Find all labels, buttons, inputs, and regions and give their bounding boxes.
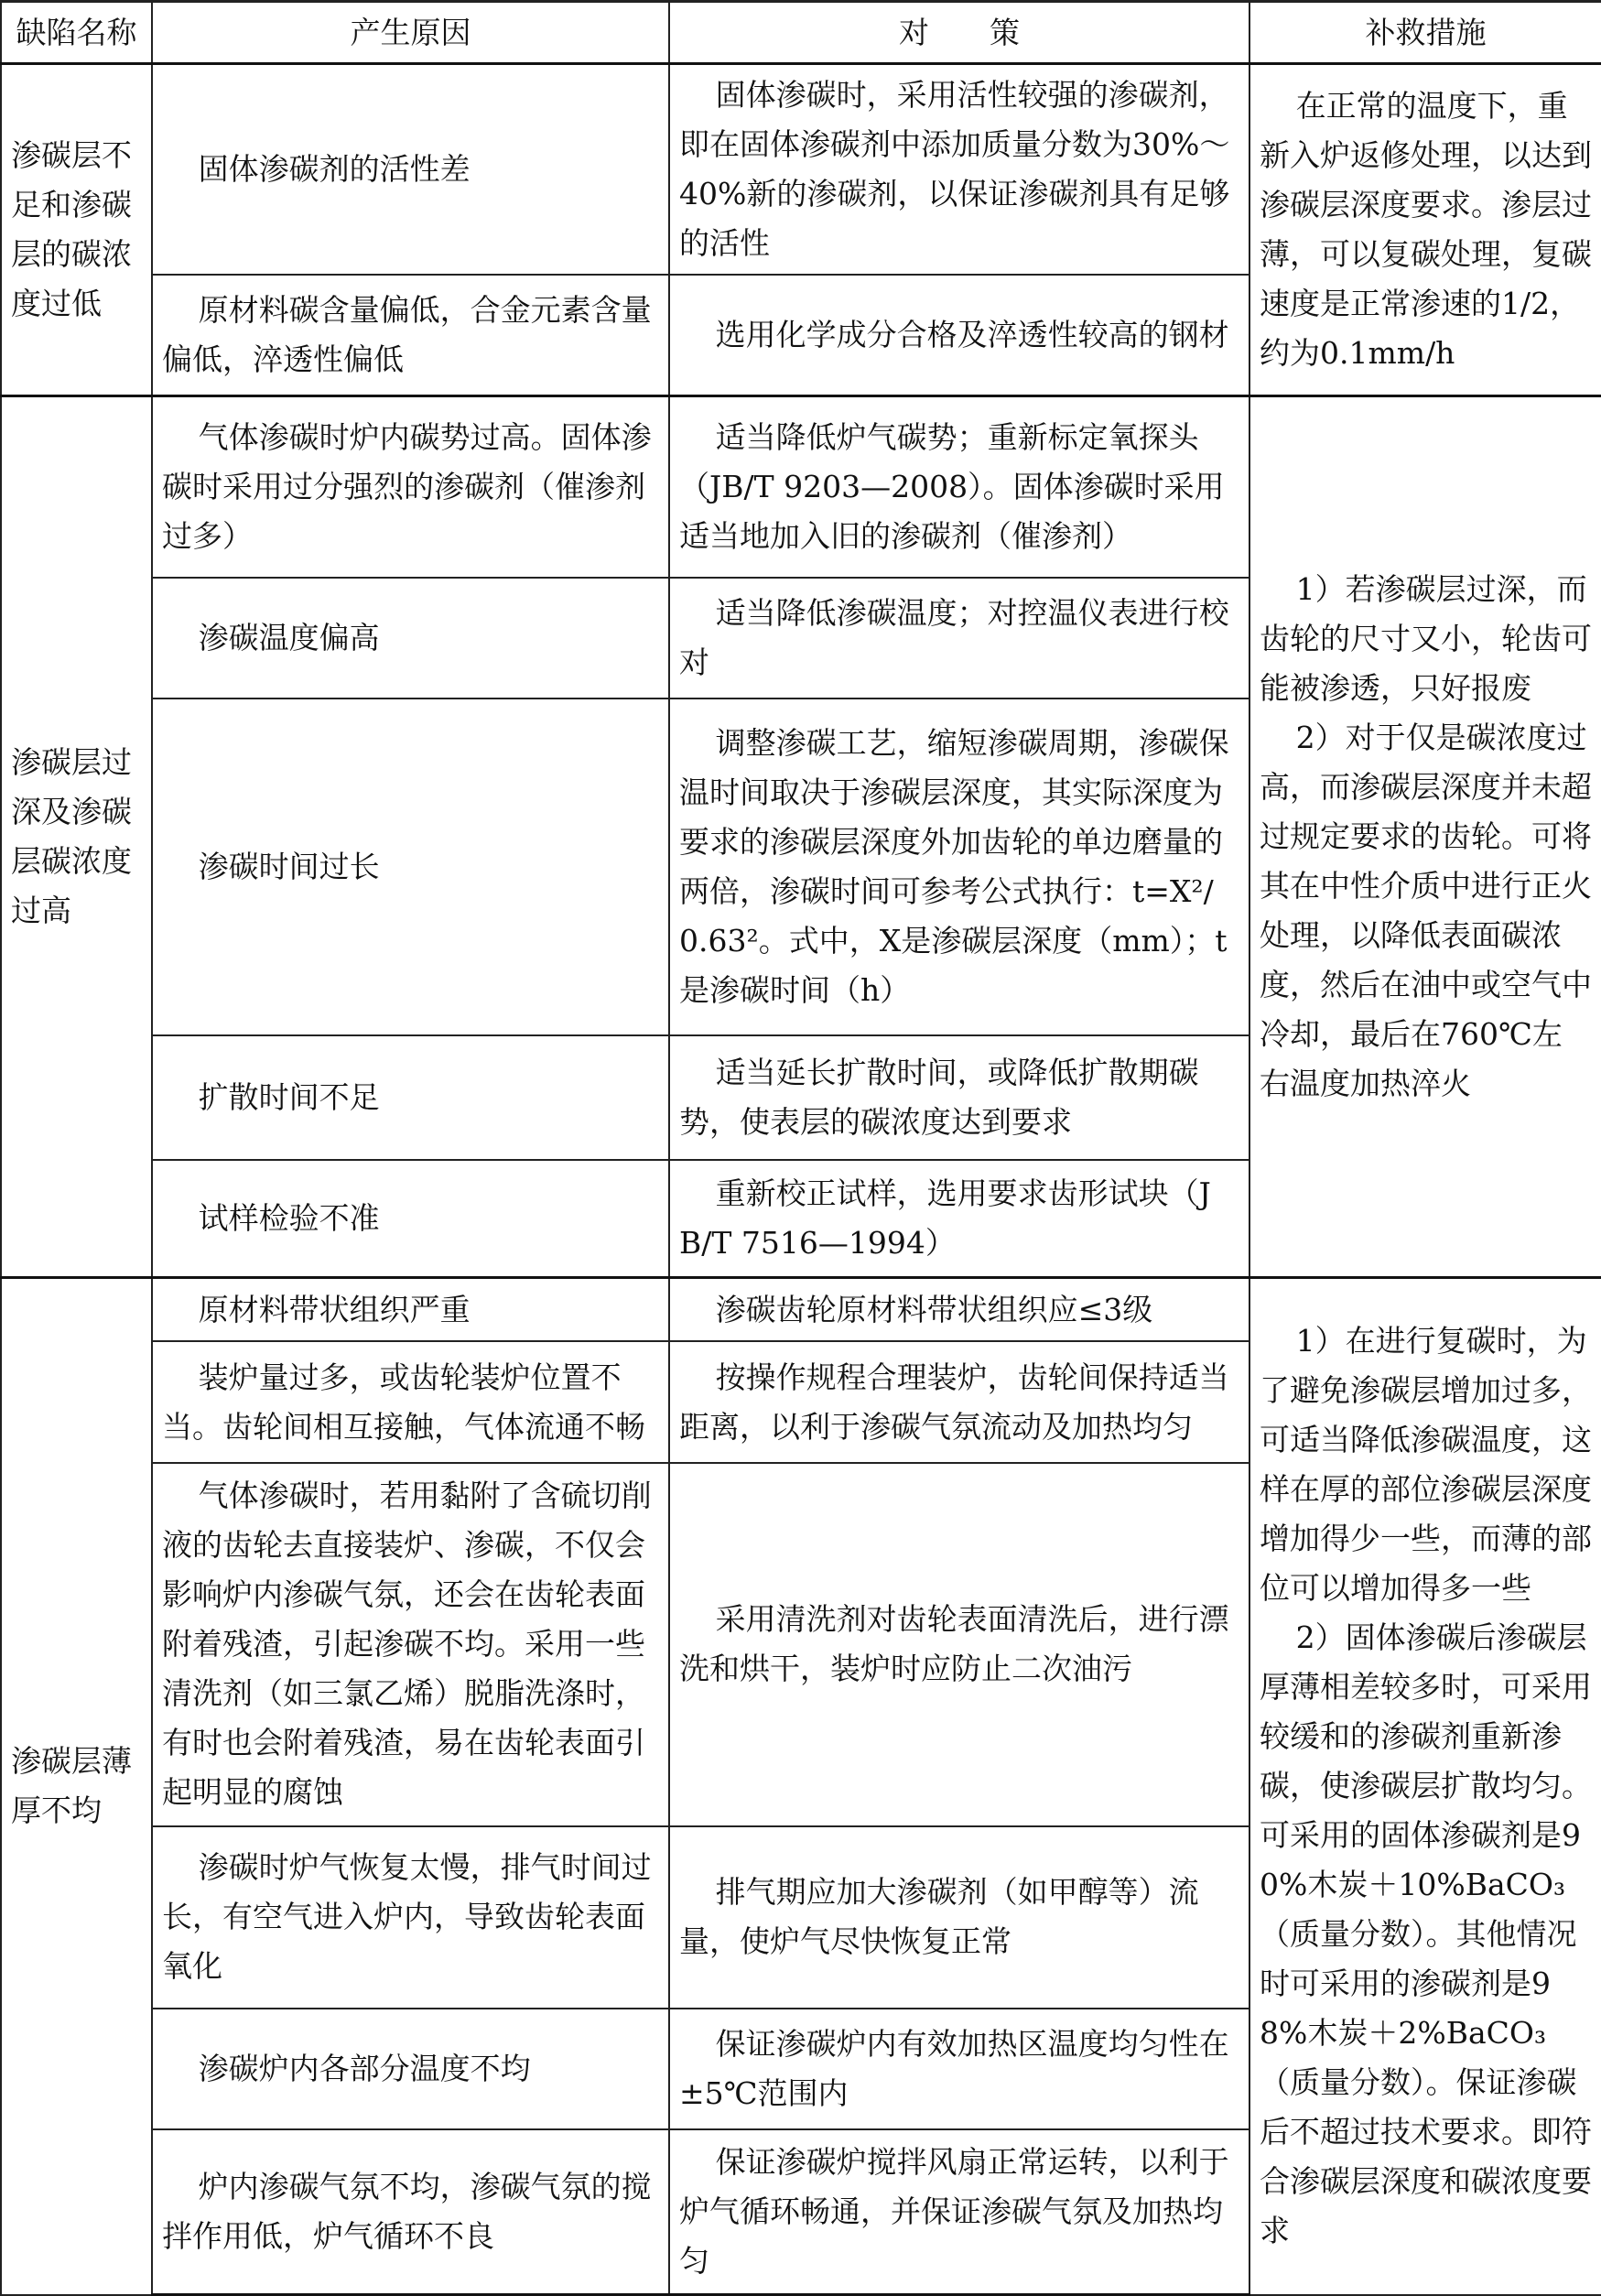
countermeasure-cell: 固体渗碳时，采用活性较强的渗碳剂，即在固体渗碳剂中添加质量分数为30%～40%新的渗碳剂，以保证渗碳剂具有足够的活性: [669, 64, 1249, 276]
cause-cell: 炉内渗碳气氛不均，渗碳气氛的搅拌作用低，炉气循环不良: [152, 2129, 669, 2295]
countermeasure-cell: 调整渗碳工艺，缩短渗碳周期，渗碳保温时间取决于渗碳层深度，其实际深度为要求的渗碳层深度外加齿轮的单边磨量的两倍，渗碳时间可参考公式执行：t=X²/0.63²。式中，X是渗碳层深度（mm）；t是渗碳时间（h）: [669, 699, 1249, 1034]
defect-name-uneven-depth: 渗碳层薄厚不均: [1, 1277, 152, 2294]
remedy-paragraph: 2）固体渗碳后渗碳层厚薄相差较多时，可采用较缓和的渗碳剂重新渗碳，使渗碳层扩散均匀。可采用的固体渗碳剂是90%木炭＋10%BaCO₃（质量分数）。其他情况时可采用的渗碳剂是98%木炭＋2%BaCO₃（质量分数）。保证渗碳后不超过技术要求。即符合渗碳层深度和碳浓度要求: [1260, 1619, 1592, 2249]
countermeasure-cell: 保证渗碳炉内有效加热区温度均匀性在±5℃范围内: [669, 2009, 1249, 2129]
cause-cell: 试样检验不准: [152, 1160, 669, 1277]
header-countermeasure: 对 策: [669, 2, 1249, 64]
cause-cell: 装炉量过多，或齿轮装炉位置不当。齿轮间相互接触，气体流通不畅: [152, 1341, 669, 1462]
cause-cell: 渗碳温度偏高: [152, 578, 669, 699]
header-defect-name: 缺陷名称: [1, 2, 152, 64]
cause-cell: 渗碳时间过长: [152, 699, 669, 1034]
remedy-paragraph: 1）在进行复碳时，为了避免渗碳层增加过多，可适当降低渗碳温度，这样在厚的部位渗碳层深度增加得少一些，而薄的部位可以增加得多一些: [1260, 1323, 1592, 1607]
countermeasure-cell: 保证渗碳炉搅拌风扇正常运转，以利于炉气循环畅通，并保证渗碳气氛及加热均匀: [669, 2129, 1249, 2295]
cause-cell: 渗碳炉内各部分温度不均: [152, 2009, 669, 2129]
cause-cell: 原材料带状组织严重: [152, 1277, 669, 1341]
countermeasure-cell: 采用清洗剂对齿轮表面清洗后，进行漂洗和烘干，装炉时应防止二次油污: [669, 1463, 1249, 1826]
countermeasure-cell: 按操作规程合理装炉，齿轮间保持适当距离，以利于渗碳气氛流动及加热均匀: [669, 1341, 1249, 1462]
remedy-cell-group-1: 在正常的温度下，重新入炉返修处理，以达到渗碳层深度要求。渗层过薄，可以复碳处理，复碳速度是正常渗速的1/2，约为0.1mm/h: [1249, 64, 1601, 396]
table-header-row: [1, 2, 1601, 64]
header-cause: 产生原因: [152, 2, 669, 64]
countermeasure-cell: 适当降低渗碳温度；对控温仪表进行校对: [669, 578, 1249, 699]
table-row: [1, 64, 1601, 276]
remedy-cell-group-3: [1249, 1277, 1601, 2294]
remedy-paragraph: 1）若渗碳层过深，而齿轮的尺寸又小，轮齿可能被渗透，只好报废: [1260, 570, 1592, 706]
defect-name-excess-depth: 渗碳层过深及渗碳层碳浓度过高: [1, 396, 152, 1278]
countermeasure-cell: 排气期应加大渗碳剂（如甲醇等）流量，使炉气尽快恢复正常: [669, 1826, 1249, 2009]
countermeasure-cell: 重新校正试样，选用要求齿形试块（JB/T 7516—1994）: [669, 1160, 1249, 1277]
table-row: [1, 1277, 1601, 1341]
cause-cell: 渗碳时炉气恢复太慢，排气时间过长，有空气进入炉内，导致齿轮表面氧化: [152, 1826, 669, 2009]
cause-cell: 气体渗碳时炉内碳势过高。固体渗碳时采用过分强烈的渗碳剂（催渗剂过多）: [152, 396, 669, 579]
countermeasure-cell: 选用化学成分合格及淬透性较高的钢材: [669, 275, 1249, 395]
countermeasure-cell: 渗碳齿轮原材料带状组织应≤3级: [669, 1277, 1249, 1341]
table-row: [1, 396, 1601, 579]
countermeasure-cell: 适当降低炉气碳势；重新标定氧探头（JB/T 9203—2008）。固体渗碳时采用适当地加入旧的渗碳剂（催渗剂）: [669, 396, 1249, 579]
countermeasure-cell: 适当延长扩散时间，或降低扩散期碳势，使表层的碳浓度达到要求: [669, 1035, 1249, 1160]
cause-cell: 原材料碳含量偏低，合金元素含量偏低，淬透性偏低: [152, 275, 669, 395]
cause-cell: 气体渗碳时，若用黏附了含硫切削液的齿轮去直接装炉、渗碳，不仅会影响炉内渗碳气氛，还会在齿轮表面附着残渣，引起渗碳不均。采用一些清洗剂（如三氯乙烯）脱脂洗涤时，有时也会附着残渣，易在齿轮表面引起明显的腐蚀: [152, 1463, 669, 1826]
cause-cell: 固体渗碳剂的活性差: [152, 64, 669, 276]
remedy-cell-group-2: [1249, 396, 1601, 1278]
remedy-paragraph: 2）对于仅是碳浓度过高，而渗碳层深度并未超过规定要求的齿轮。可将其在中性介质中进行正火处理，以降低表面碳浓度，然后在油中或空气中冷却，最后在760℃左右温度加热淬火: [1260, 719, 1592, 1101]
header-remedy: 补救措施: [1249, 2, 1601, 64]
cause-cell: 扩散时间不足: [152, 1035, 669, 1160]
defect-name-insufficient-depth: 渗碳层不足和渗碳层的碳浓度过低: [1, 64, 152, 396]
